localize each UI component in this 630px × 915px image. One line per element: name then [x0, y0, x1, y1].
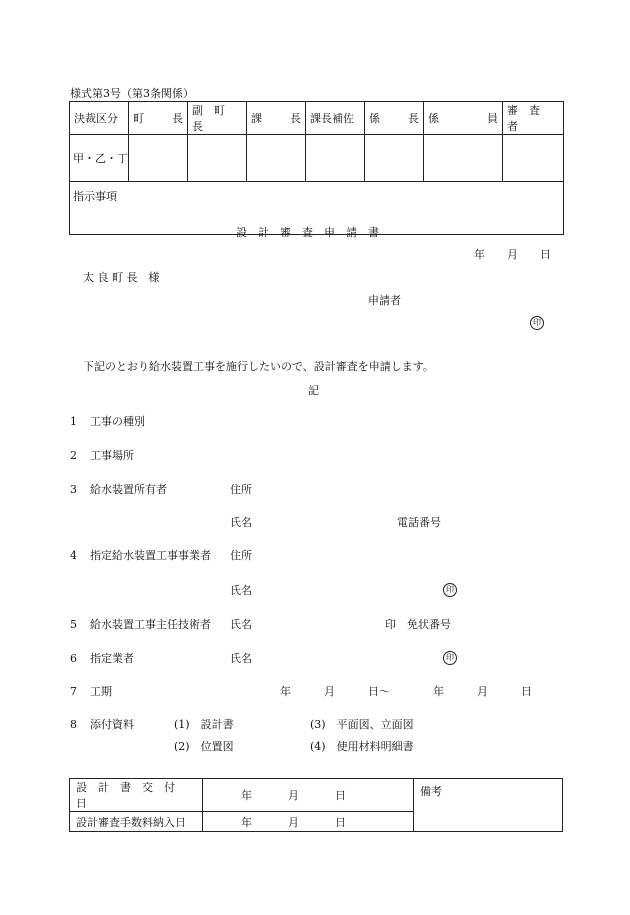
item-7-period-from: 年 月 日〜: [280, 685, 390, 698]
item-4-label: 指定給水装置工事事業者: [90, 549, 211, 562]
item-4-name-label: 氏名: [230, 584, 252, 597]
item-4-address-label: 住所: [230, 549, 252, 562]
remarks-cell: 備考: [414, 779, 563, 832]
item-6-number: 6: [70, 652, 77, 665]
item-4-seal-icon: 印: [443, 583, 457, 597]
item-8-number: 8: [70, 718, 77, 731]
addressee: 太 良 町 長 様: [83, 271, 160, 284]
item-3-label: 給水装置所有者: [90, 483, 167, 496]
category-value: 甲・乙・丁: [70, 135, 129, 182]
attachment-3: (3) 平面図、立面図: [310, 718, 414, 731]
item-5-license-label: 免状番号: [407, 618, 451, 631]
stamp-cell-staff: [424, 135, 503, 182]
stamp-cell-vice-mayor: [188, 135, 247, 182]
item-2-label: 工事場所: [90, 449, 134, 462]
stamp-cell-section-chief: [247, 135, 306, 182]
applicant-seal-icon: 印: [530, 316, 544, 330]
instructions-label: 指示事項: [70, 182, 564, 235]
approval-table: [69, 101, 564, 235]
header-section-chief: 課 長: [247, 102, 306, 135]
item-3-address-label: 住所: [230, 483, 252, 496]
item-4-number: 4: [70, 549, 77, 562]
item-3-name-label: 氏名: [230, 516, 252, 529]
fee-payment-date-label: 設計審査手数料納入日: [70, 812, 203, 832]
approval-stamp-row: [70, 135, 564, 182]
application-date: 年 月 日: [474, 248, 551, 261]
stamp-cell-unit-chief: [365, 135, 424, 182]
header-staff: 係 員: [424, 102, 503, 135]
approval-header-row: [70, 102, 564, 135]
form-number: 様式第3号（第3条関係）: [70, 87, 194, 100]
design-issue-date-value: 年 月 日: [203, 779, 414, 812]
header-category: 決裁区分: [70, 102, 129, 135]
item-6-seal-icon: 印: [443, 651, 457, 665]
item-5-number: 5: [70, 618, 77, 631]
applicant-label: 申請者: [368, 294, 401, 307]
issue-date-table: [69, 778, 563, 832]
design-issue-date-label: 設 計 書 交 付 日: [70, 779, 203, 812]
header-mayor: 町 長: [129, 102, 188, 135]
fee-payment-date-value: 年 月 日: [203, 812, 414, 832]
item-6-name-label: 氏名: [230, 652, 252, 665]
header-reviewer: 審 査 者: [503, 102, 564, 135]
item-7-label: 工期: [90, 685, 112, 698]
item-5-stamp-label: 印: [385, 618, 396, 631]
stamp-cell-mayor: [129, 135, 188, 182]
document-title: 設 計 審 査 申 請 書: [236, 226, 379, 239]
ki-heading: 記: [308, 384, 319, 397]
attachment-4: (4) 使用材料明細書: [310, 740, 414, 753]
attachment-1: (1) 設計書: [174, 718, 234, 731]
item-8-label: 添付資料: [90, 718, 134, 731]
item-2-number: 2: [70, 449, 77, 462]
attachment-2: (2) 位置図: [174, 740, 234, 753]
header-deputy-chief: 課長補佐: [306, 102, 365, 135]
item-3-number: 3: [70, 483, 77, 496]
header-unit-chief: 係 長: [365, 102, 424, 135]
item-5-name-label: 氏名: [230, 618, 252, 631]
issue-date-row: [70, 779, 563, 812]
stamp-cell-deputy-chief: [306, 135, 365, 182]
item-6-label: 指定業者: [90, 652, 134, 665]
item-1-label: 工事の種別: [90, 415, 145, 428]
item-5-label: 給水装置工事主任技術者: [90, 618, 211, 631]
header-vice-mayor: 副 町 長: [188, 102, 247, 135]
item-1-number: 1: [70, 415, 77, 428]
intro-text: 下記のとおり給水装置工事を施行したいので、設計審査を申請します。: [83, 360, 434, 373]
item-3-phone-label: 電話番号: [397, 516, 441, 529]
item-7-period-to: 年 月 日: [433, 685, 532, 698]
item-7-number: 7: [70, 685, 77, 698]
stamp-cell-reviewer: [503, 135, 564, 182]
